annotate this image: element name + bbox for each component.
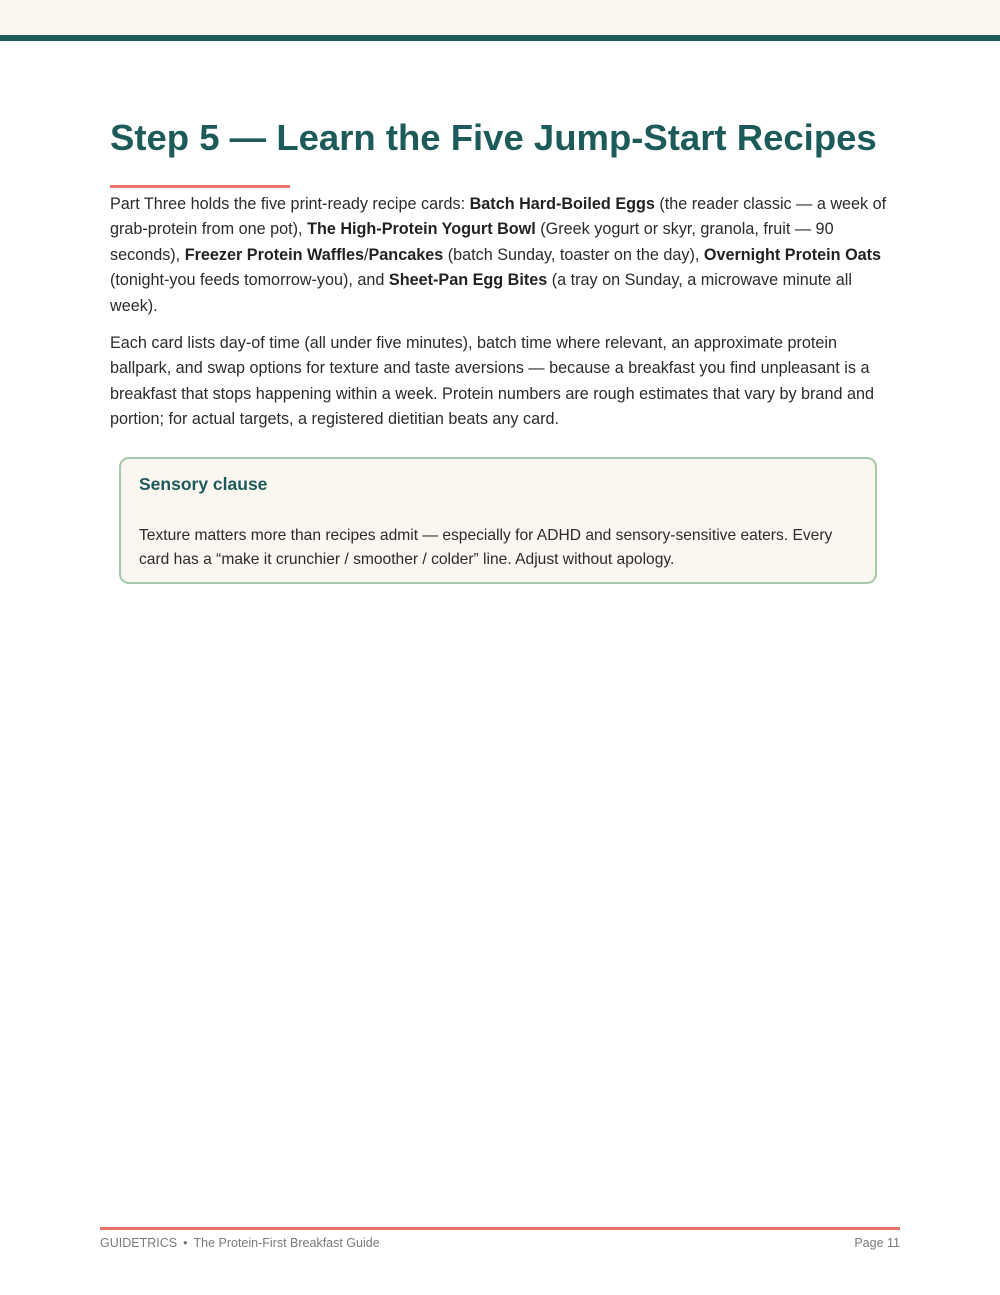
footer-left <box>100 1236 380 1250</box>
recipe-sheet-pan-egg-bites: Sheet-Pan Egg Bites <box>388 271 548 290</box>
text-run: (tonight-you feeds tomorrow-you), and <box>110 271 389 290</box>
footer-separator: • <box>183 1236 188 1250</box>
top-band <box>0 0 1000 35</box>
text-run: / <box>364 245 369 264</box>
recipe-high-protein-yogurt-bowl: The High-Protein Yogurt Bowl <box>307 220 536 239</box>
callout-body: Texture matters more than recipes admit — especially for ADHD and sensory-sensitive eaters. Every card has a “make it crunchier / smoother / colder” line. Adjust without apology. <box>139 527 833 568</box>
intro-paragraph <box>110 192 895 319</box>
text-run: (Greek yogurt or skyr, granola, fruit — 90 seconds), <box>110 220 834 264</box>
recipe-pancakes: Pancakes <box>368 245 444 264</box>
page-title: Step 5 — Learn the Five Jump-Start Recipes <box>110 117 877 158</box>
recipe-batch-hard-boiled-eggs: Batch Hard-Boiled Eggs <box>469 195 655 213</box>
sensory-callout-box <box>119 457 877 584</box>
text-run: (batch Sunday, toaster on the day), <box>443 245 704 264</box>
recipe-freezer-protein-waffles: Freezer Protein Waffles <box>184 245 364 264</box>
footer-brand: GUIDETRICS <box>100 1236 178 1250</box>
footer-guide-title: The Protein-First Breakfast Guide <box>193 1236 380 1250</box>
top-rule <box>0 35 1000 41</box>
footer-rule <box>100 1227 900 1230</box>
text-run: Part Three holds the five print-ready recipe cards: <box>110 195 470 213</box>
recipe-overnight-protein-oats: Overnight Protein Oats <box>703 245 882 264</box>
callout-title: Sensory clause <box>139 474 268 494</box>
text-run: (a tray on Sunday, a microwave minute all week). <box>110 271 852 315</box>
page-number: Page 11 <box>854 1236 900 1250</box>
card-details-paragraph: Each card lists day-of time (all under five minutes), batch time where relevant, an approximate protein ballpark, and swap options for texture and taste aversions — because a breakfast you find unpleasant is a breakfast that stops happening within a week. Protein numbers are rough estimates that vary by brand and portion; for actual targets, a registered dietitian beats any card. <box>110 334 874 429</box>
title-accent-rule <box>110 185 290 188</box>
text-run: (the reader classic — a week of grab-protein from one pot), <box>110 195 887 239</box>
